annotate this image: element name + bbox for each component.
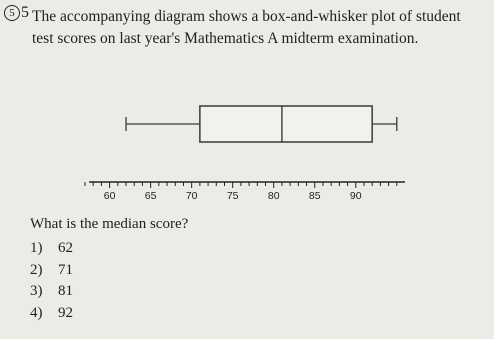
box-plot	[85, 100, 405, 210]
tick-label-65: 65	[144, 190, 157, 202]
question-number	[4, 4, 29, 22]
box-plot-svg	[85, 100, 405, 210]
choice-number: 1)	[30, 240, 43, 256]
tick-label-60: 60	[103, 190, 116, 202]
choice-value: 92	[58, 304, 73, 321]
answer-choice-4[interactable]	[30, 303, 73, 325]
tick-label-90: 90	[349, 190, 362, 202]
choice-value: 71	[58, 261, 73, 278]
choice-value: 81	[58, 283, 73, 299]
tick-label-80: 80	[267, 190, 280, 202]
answer-choices	[30, 238, 73, 324]
question-number-text: 5	[21, 4, 29, 21]
choice-number: 2)	[30, 261, 43, 278]
question-number-circle: 5	[4, 5, 20, 21]
answer-choice-2[interactable]	[30, 260, 73, 282]
answer-choice-1[interactable]	[30, 238, 73, 260]
tick-label-85: 85	[308, 190, 321, 202]
choice-value: 62	[58, 240, 73, 256]
question-prompt: What is the median score?	[30, 216, 189, 232]
tick-label-75: 75	[226, 190, 239, 202]
choice-number: 4)	[30, 304, 43, 321]
box-q1-q3	[200, 106, 372, 142]
question-text: The accompanying diagram shows a box-and-whisker plot of student test scores on last year's Mathematics A midterm examination.	[32, 8, 461, 47]
answer-choice-3[interactable]	[30, 281, 73, 303]
choice-number: 3)	[30, 283, 43, 299]
tick-label-70: 70	[185, 190, 198, 202]
